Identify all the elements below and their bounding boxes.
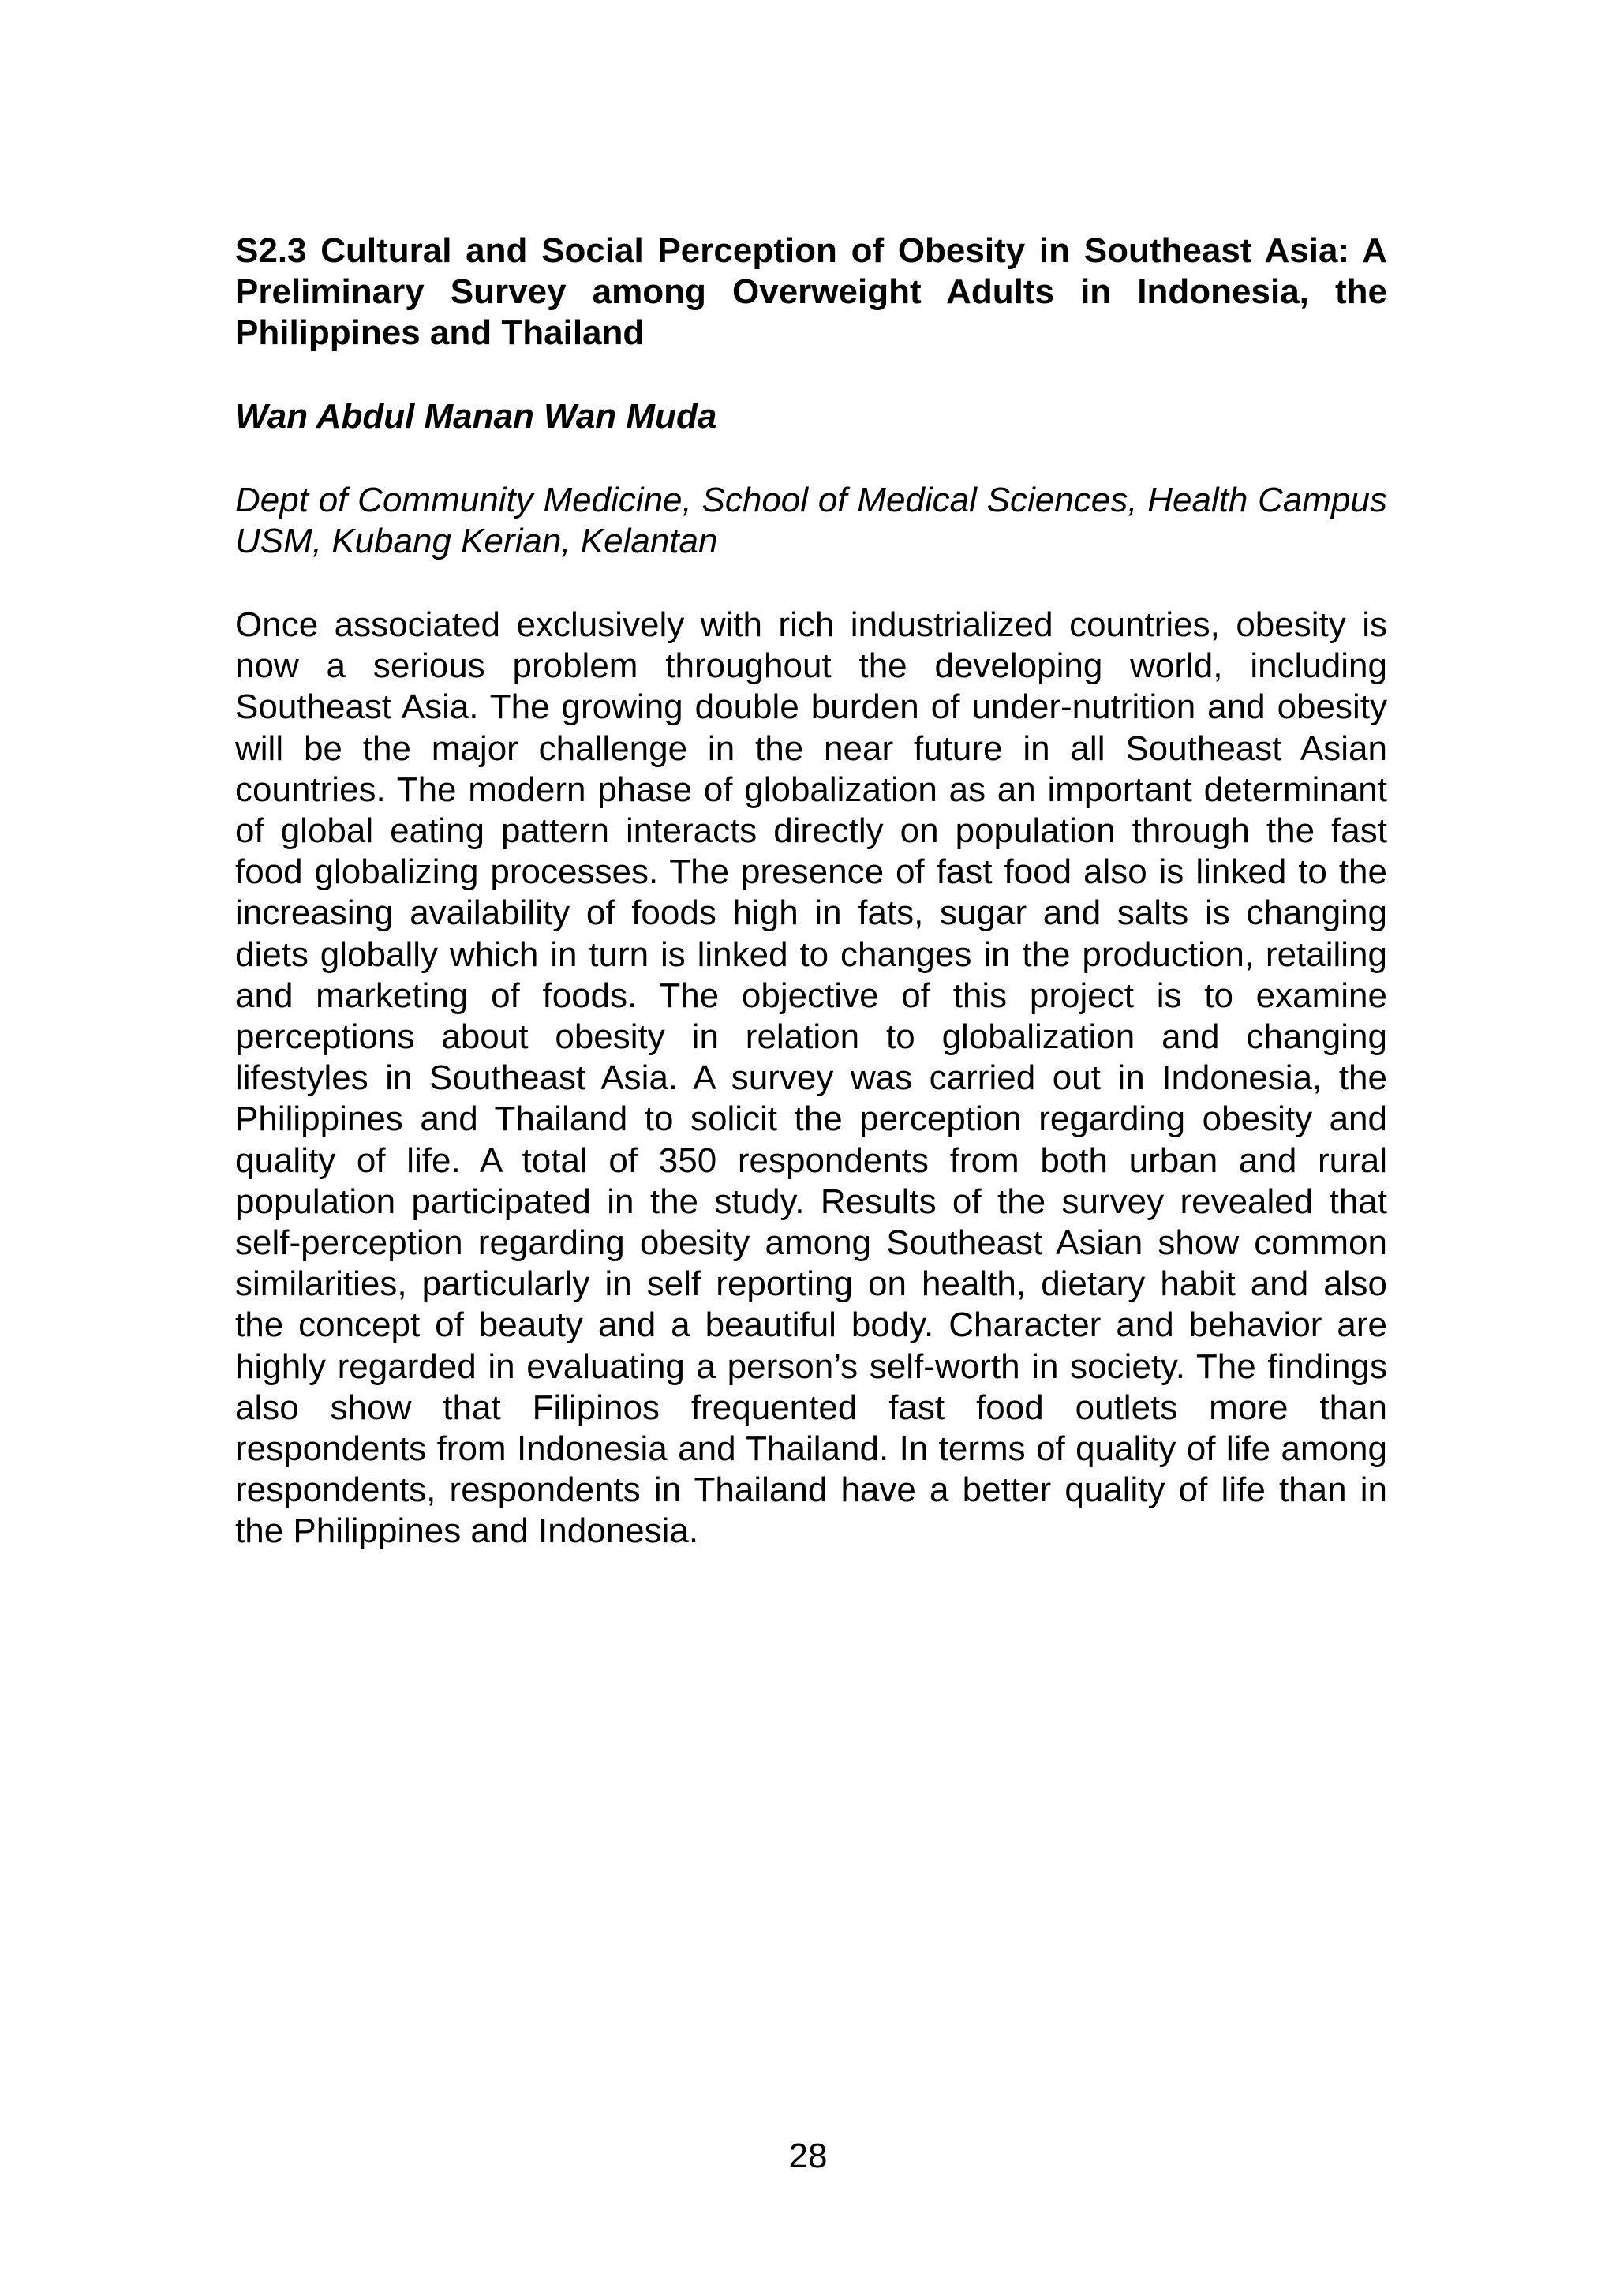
abstract-section	[235, 230, 1387, 1553]
author-name: Wan Abdul Manan Wan Muda	[235, 397, 717, 436]
abstract-body: Once associated exclusively with rich industrialized countries, obesity is now a serious problem throughout the developing world, including Southeast Asia. The growing double burden of under-nutrition and obesity will be the major challenge in the near future in all Southeast Asian countries. The modern phase of globalization as an important determinant of global eating pattern interacts directly on population through the fast food globalizing processes. The presence of fast food also is linked to the increasing availability of foods high in fats, sugar and salts is changing diets globally which in turn is linked to changes in the production, retailing and marketing of foods. The objective of this project is to examine perceptions about obesity in relation to globalization and changing lifestyles in Southeast Asia. A survey was carried out in Indonesia, the Philippines and Thailand to solicit the perception regarding obesity and quality of life. A total of 350 respondents from both urban and rural population participated in the study. Results of the survey revealed that self-perception regarding obesity among Southeast Asian show common similarities, particularly in self reporting on health, dietary habit and also the concept of beauty and a beautiful body. Character and behavior are highly regarded in evaluating a person’s self-worth in society. The findings also show that Filipinos frequented fast food outlets more than respondents from Indonesia and Thailand. In terms of quality of life among respondents, respondents in Thailand have a better quality of life than in the Philippines and Indonesia.	[235, 605, 1387, 1551]
paper-title: S2.3 Cultural and Social Perception of Obesity in Southeast Asia: A Preliminary Survey among Overweight Adults in Indonesia, the Philippines and Thailand	[235, 231, 1387, 352]
page-number: 28	[788, 2137, 828, 2175]
author-affiliation: Dept of Community Medicine, School of Medical Sciences, Health Campus USM, Kubang Kerian, Kelantan	[235, 481, 1387, 560]
